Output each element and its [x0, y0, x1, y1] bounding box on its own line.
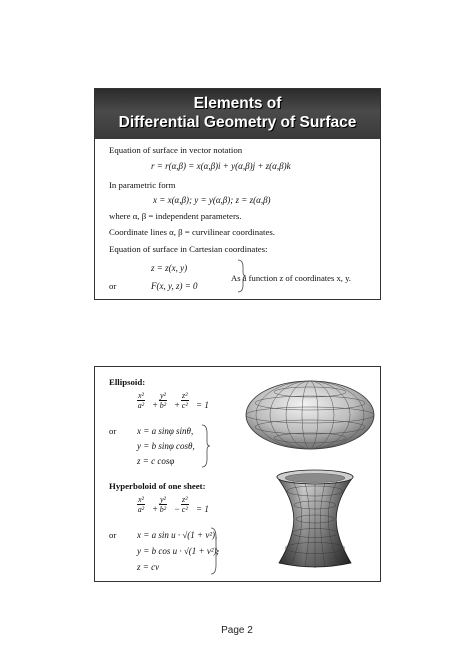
ellipsoid-term-z: $\frac{\text{z²}}{\text{c²}}$ — [181, 391, 188, 410]
hyperboloid-term-z: $\frac{\text{z²}}{\text{c²}}$ — [181, 495, 188, 514]
or-label-hyperboloid: or — [109, 530, 117, 540]
or-label: or — [109, 281, 117, 291]
function-note: As a function z of coordinates x, y. — [231, 273, 351, 283]
page-number: Page 2 — [221, 625, 253, 636]
hyperboloid-wireframe-image — [273, 467, 357, 571]
hyperboloid-op-3: = 1 — [196, 504, 209, 514]
ellipsoid-op-3: = 1 — [196, 400, 209, 410]
hyperboloid-param-y: y = b cos u · √(1 + v²), — [137, 546, 219, 556]
hyperboloid-op-1: + — [152, 504, 159, 514]
slide-quadric-surfaces — [94, 366, 381, 582]
ellipsoid-param-y: y = b sinφ cosθ, — [137, 441, 195, 451]
ellipsoid-term-y: $\frac{\text{y²}}{\text{b²}}$ — [159, 391, 167, 410]
ellipsoid-heading: Ellipsoid: — [109, 377, 146, 387]
hyperboloid-param-z: z = cv — [137, 562, 160, 572]
vector-notation-heading: Equation of surface in vector notation — [109, 145, 243, 155]
slide-title-bar — [95, 89, 380, 139]
slide-surface-elements — [94, 88, 381, 300]
parametric-heading: In parametric form — [109, 180, 176, 190]
ellipsoid-op-1: + — [152, 400, 159, 410]
right-brace-icon — [210, 527, 220, 575]
ellipsoid-param-x: x = a sinφ sinθ, — [137, 426, 194, 436]
slide-title-line1: Elements of — [193, 95, 282, 112]
vector-equation: r = r(α,β) = x(α,β)i + y(α,β)j + z(α,β)k — [151, 161, 291, 171]
cartesian-equation-explicit: z = z(x, y) — [151, 263, 188, 273]
cartesian-heading: Equation of surface in Cartesian coordinates: — [109, 244, 268, 254]
hyperboloid-term-x: $\frac{\text{x²}}{\text{a²}}$ — [137, 495, 145, 514]
curvilinear-coords-note: Coordinate lines α, β = curvilinear coordinates. — [109, 227, 275, 237]
ellipsoid-op-2: + — [174, 400, 181, 410]
parametric-equation: x = x(α,β); y = y(α,β); z = z(α,β) — [153, 195, 271, 205]
or-label-ellipsoid: or — [109, 426, 117, 436]
ellipsoid-param-z: z = c cosφ — [137, 456, 175, 466]
hyperboloid-op-2: − — [174, 504, 181, 514]
hyperboloid-heading: Hyperboloid of one sheet: — [109, 481, 206, 491]
slide-title-line2: Differential Geometry of Surface — [118, 114, 357, 131]
ellipsoid-wireframe-image — [243, 375, 377, 455]
independent-params-note: where α, β = independent parameters. — [109, 211, 242, 221]
hyperboloid-param-x: x = a sin u · √(1 + v²), — [137, 530, 218, 540]
ellipsoid-term-x: $\frac{\text{x²}}{\text{a²}}$ — [137, 391, 145, 410]
hyperboloid-term-y: $\frac{\text{y²}}{\text{b²}}$ — [159, 495, 167, 514]
right-brace-icon — [201, 424, 211, 468]
cartesian-equation-implicit: F(x, y, z) = 0 — [151, 281, 198, 291]
